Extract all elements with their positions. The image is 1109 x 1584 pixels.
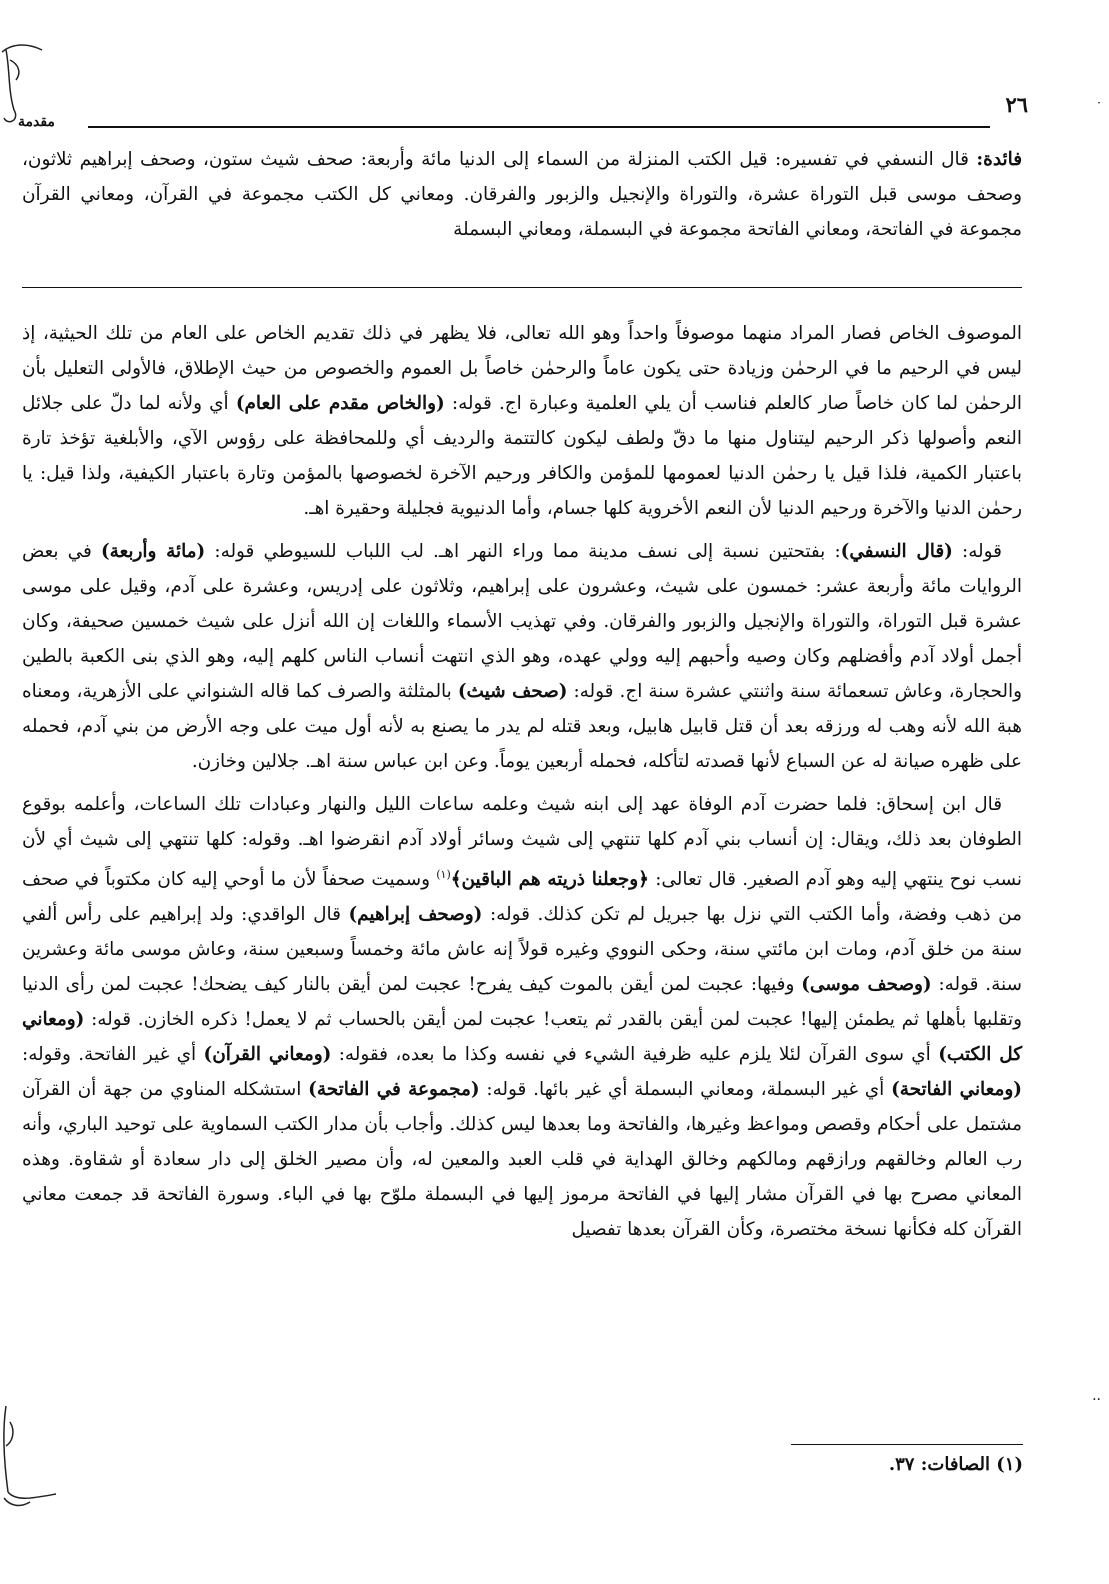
text-run: استشكله المناوي من جهة أن القرآن مشتمل على أحكام وقصص ومواعظ وغيرها، والفاتحة وما بعدها ليس كذلك. وأجاب بأن مدار الكتب السماوية على توحيد الباري، وأنه رب العالم وخالقهم ورازقهم ومالكهم وخالق الهداية في قلب العبد والمعين له، وأن مصير الخلق إلى دار سعادة أو شقاوة. وهذه المعاني مصرح بها في القرآن مشار إليها في الفاتحة مرموز إليها في البسملة ملوّح بها في الباء. وسورة الفاتحة قد جمعت معاني القرآن كله فكأنها نسخة مختصرة، وكأن القرآن بعدها تفصيل	[22, 1079, 1022, 1241]
quoted-phrase: (ومعاني القرآن)	[203, 1044, 332, 1066]
quoted-phrase: (وصحف إبراهيم)	[348, 904, 483, 926]
margin-ornament-bottom	[0, 1402, 60, 1512]
quoted-phrase: (مائة وأربعة)	[100, 541, 206, 562]
section-title: مقدمة	[18, 114, 55, 130]
quoted-phrase: (صحف شيث)	[457, 681, 568, 702]
text-run: قال ابن إسحاق: فلما حضرت آدم الوفاة عهد إلى ابنه شيث وعلمه ساعات الليل والنهار وعبادات تلك الساعات، وأعلمه بوقوع الطوفان بعد ذلك، ويقال: إن أنساب بني آدم كلها تنتهي إلى شيث وسائر أولاد آدم انقرضوا اهـ. وقوله: كلها تنتهي إلى شيث أي لأن نسب نوح ينتهي إليه وهو آدم الصغير. قال تعالى:	[22, 794, 1022, 891]
text-run: بالمثلثة والصرف كما قاله الشنواني على الأزهرية، ومعناه هبة الله لأنه وهب له ورزقه بعد أن قتل قابيل هابيل، وبعد قتله لم يدر ما يصنع به لأنه أول ميت على وجه الأرض من بني آدم، فحمله على ظهره صيانة له عن السباع لأنها قصدته لتأكله، فحمله أربعين يوماً. وعن ابن عباس سنة اهـ. جلالين وخازن.	[22, 681, 1022, 772]
text-run: وفيها: عجبت لمن أيقن بالموت كيف يفرح! عجبت لمن أيقن بالنار كيف يضحك! عجبت لمن رأى الدنيا وتقلبها بأهلها ثم يطمئن إليها! عجبت لمن أيقن بالقدر ثم يتعب! عجبت لمن أيقن بالحساب ثم لا يعمل! ذكره الخازن. قوله:	[22, 974, 1022, 1031]
text-run: أي سوى القرآن لئلا يلزم عليه ظرفية الشيء في نفسه وكذا ما بعده، فقوله:	[338, 1044, 931, 1066]
footnote-marker: (١)	[436, 868, 451, 881]
separator-rule	[22, 287, 1022, 288]
commentary-paragraph-3	[22, 787, 1022, 1247]
text-run: قال الواقدي: ولد إبراهيم على رأس ألفي سنة من خلق آدم، ومات ابن مائتي سنة، وحكى النووي وغيره قولاً إنه عاش مائة وخمساً وسبعين سنة، وعاش موسى مائة وعشرين سنة. قوله:	[22, 904, 1022, 996]
quoted-phrase: (مجموعة في الفاتحة)	[308, 1079, 480, 1101]
margin-mark-top: ·	[1097, 96, 1101, 110]
text-run: : بفتحتين نسبة إلى نسف مدينة مما وراء النهر اهـ. لب اللباب للسيوطي قوله:	[214, 541, 841, 562]
footnote-rule	[791, 1444, 1023, 1445]
text-run: وسميت صحفاً لأن ما أوحي إليه كان مكتوباً في صحف من ذهب وفضة، وأما الكتب التي نزل بها جبريل لم تكن كذلك. قوله:	[22, 869, 1022, 926]
quoted-phrase: (وصحف موسى)	[801, 974, 932, 996]
text-run: أي ولأنه لما دلّ على جلائل النعم وأصولها ذكر الرحيم ليتناول منها ما دقّ ولطف ليكون كالتتمة والرديف أي وللمحافظة على رؤوس الآي، والأبلغية تؤخذ تارة باعتبار الكمية، فلذا قيل يا رحمٰن الدنيا لعمومها للمؤمن والكافر ورحيم الآخرة لخصوصها بالمؤمن وتارة باعتبار الكيفية، ولذا قيل: يا رحمٰن الدنيا والآخرة ورحيم الدنيا لأن النعم الأخروية كلها جسام، وأما الدنيوية فجليلة وحقيرة اهـ.	[22, 393, 1022, 519]
main-text	[22, 142, 1022, 247]
page-number: ٢٦	[1005, 92, 1028, 117]
main-paragraph	[22, 142, 1022, 247]
text-run: أي غير البسملة، ومعاني البسملة أي غير بائها. قوله:	[486, 1079, 885, 1101]
footnote: (١) الصافات: ٣٧.	[888, 1454, 1023, 1475]
commentary-text	[22, 316, 1022, 1255]
commentary-paragraph-2	[22, 534, 1022, 779]
text-run: الموصوف الخاص فصار المراد منهما موصوفاً واحداً وهو الله تعالى، فلا يظهر في ذلك تقديم الخاص على العام من تلك الحيثية، إذ ليس في الرحيم ما في الرحمٰن وزيادة حتى يكون عاماً والرحمٰن خاصاً بل العموم والخصوص من حيث الإطلاق، فالأولى التعليل بأن الرحمٰن لما كان خاصاً صار كالعلم فناسب أن يلي العلمية وعبارة اج. قوله:	[22, 323, 1023, 414]
header-rule	[88, 126, 990, 128]
quoted-phrase: (ومعاني الفاتحة)	[891, 1079, 1022, 1101]
quoted-phrase: (ومعاني كل الكتب)	[22, 1009, 1022, 1066]
quoted-phrase: (قال النسفي)	[840, 541, 953, 562]
page-header	[18, 92, 1028, 130]
text-run: قوله:	[962, 541, 1002, 562]
text-run: في بعض الروايات مائة وأربعة عشر: خمسون على شيث، وعشرون على إبراهيم، وثلاثون على إدريس، وعشرة على آدم، وقيل على موسى عشرة قبل التوراة، والتوراة والإنجيل والزبور والفرقان. وفي تهذيب الأسماء واللغات إن الله أنزل على شيث خمسين صحيفة، وكان أجمل أولاد آدم وأفضلهم وكان وصيه وأحبهم إليه وولي عهده، وهو الذي انتهت أنساب الناس كلهم إليه، وهو الذي بنى الكعبة بالطين والحجارة، وعاش تسعمائة سنة واثنتي عشرة سنة اج. قوله:	[22, 541, 1022, 702]
commentary-paragraph-1	[22, 316, 1022, 526]
text-run: أي غير الفاتحة. وقوله:	[22, 1044, 197, 1066]
quoted-phrase: (والخاص مقدم على العام)	[235, 393, 445, 414]
main-lead: فائدة:	[976, 149, 1022, 170]
margin-mark-bottom: ··	[1092, 1392, 1101, 1408]
quran-verse: ﴿وجعلنا ذريته هم الباقين﴾	[450, 869, 649, 891]
main-body: قال النسفي في تفسيره: قيل الكتب المنزلة من السماء إلى الدنيا مائة وأربعة: صحف شيث ستون، وصحف إبراهيم ثلاثون، وصحف موسى قبل التوراة عشرة، والتوراة والإنجيل والزبور والفرقان. ومعاني كل الكتب مجموعة في القرآن، ومعاني القرآن مجموعة في الفاتحة، ومعاني الفاتحة مجموعة في البسملة، ومعاني البسملة	[22, 149, 1022, 240]
